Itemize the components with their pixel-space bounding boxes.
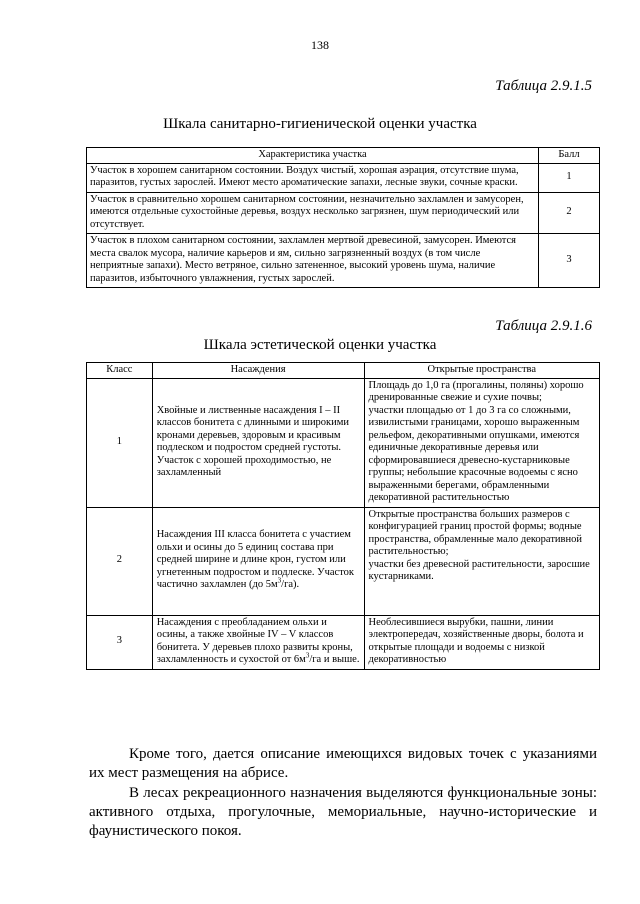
plantings-cell: Хвойные и лиственные насаждения I – II классов бонитета с длинными и широкими кронами деревьев, здоровым и красивым подлеском и подростом средней густоты. Участок с хорошей проходимостью, не захламленный: [152, 378, 364, 507]
table-caption-sanitary: Таблица 2.9.1.5: [495, 78, 592, 94]
column-header: Класс: [87, 363, 153, 379]
superscript: 3: [277, 576, 282, 585]
table-row: [87, 507, 600, 615]
plot-characteristic: Участок в хорошем санитарном состоянии. Воздух чистый, хорошая аэрация, отсутствие шума, паразитов, густых зарослей. Имеют место ароматические запахи, лесные звуки, сочные краски.: [87, 163, 539, 192]
plot-characteristic: Участок в плохом санитарном состоянии, захламлен мертвой древесиной, замусорен. Имеются места свалок мусора, наличие карьеров и ям, сильно загрязненный воздух (в том числе неприятные запахи). Место ветряное, сильно затененное, высокий уровень шума, наличие паразитов, избыточного увлажнения, густых зарослей.: [87, 234, 539, 288]
open-spaces-cell: [364, 615, 599, 669]
open-spaces-line: участки без древесной растительности, заросшие кустарниками.: [368, 558, 590, 582]
plot-characteristic: Участок в сравнительно хорошем санитарном состоянии, незначительно захламлен и замусорен, имеются отдельные сухостойные деревья, воздух несколько загрязнен, шум периодический или отсутствует.: [87, 192, 539, 234]
superscript: 3: [305, 651, 310, 660]
table-caption-aesthetic: Таблица 2.9.1.6: [495, 318, 592, 334]
plantings-cell: [152, 507, 364, 615]
open-spaces-line: Площадь до 1,0 га (прогалины, поляны) хорошо дренированные свежие и сухие почвы;: [368, 379, 584, 403]
class-cell: 2: [87, 507, 153, 615]
score-cell: 3: [539, 234, 600, 288]
score-cell: 1: [539, 163, 600, 192]
column-header: Балл: [539, 148, 600, 164]
plantings-text: /га).: [281, 579, 300, 591]
open-spaces-line: Необлесившиеся вырубки, пашни, линии электропередач, хозяйственные дворы, болота и открытые площади и водоемы с низкой декоративностью: [368, 616, 584, 665]
open-spaces-line: участки площадью от 1 до 3 га со сложными, извилистыми границами, хорошо выраженным рельефом, декоративными опушками, имеются единичные декоративные деревья или сформировавшиеся древесно-кустарниковые группы; небольшие красочные водоемы с ясно выраженными берегами, обрамленными декоративной растительностью: [368, 404, 580, 503]
table-row: [87, 378, 600, 507]
table-title-sanitary: Шкала санитарно-гигиенической оценки участка: [163, 116, 477, 132]
open-spaces-cell: [364, 507, 599, 615]
plantings-text: /га и выше.: [309, 654, 360, 665]
page-number: 138: [311, 38, 329, 52]
table-title-aesthetic: Шкала эстетической оценки участка: [203, 337, 437, 353]
body-paragraph: Кроме того, дается описание имеющихся видовых точек с указаниями их мест размещения на абрисе.: [89, 746, 597, 781]
sanitary-assessment-table: [86, 147, 600, 288]
table-row: [87, 192, 600, 234]
score-cell: 2: [539, 192, 600, 234]
plantings-text: Насаждения III класса бонитета с участием ольхи и осины до 5 единиц состава при средней ширине и длине крон, густом или угнетенным подростом и подлеске. Участок частично захламлен (до 5м: [156, 529, 355, 591]
table-row: [87, 234, 600, 288]
column-header: Насаждения: [152, 363, 364, 379]
table-header-row: [87, 363, 600, 379]
plantings-text: Насаждения с преобладанием ольхи и осины, а также хвойные IV – V классов бонитета. У деревьев плохо развиты кроны, захламленность и сухостой от 6м: [156, 616, 353, 665]
table-row: [87, 163, 600, 192]
column-header: Открытые пространства: [364, 363, 599, 379]
class-cell: 1: [87, 378, 153, 507]
open-spaces-cell: [364, 378, 599, 507]
body-paragraph: В лесах рекреационного назначения выделяются функциональные зоны: активного отдыха, прогулочные, мемориальные, научно-исторические и фаунистического покоя.: [89, 785, 597, 839]
column-header: Характеристика участка: [87, 148, 539, 164]
table-header-row: [87, 148, 600, 164]
class-cell: 3: [87, 615, 153, 669]
aesthetic-assessment-table: [86, 362, 600, 670]
open-spaces-line: Открытые пространства больших размеров с конфигурацией границ простой формы; водные пространства, обрамленные мало декоративной растительностью;: [368, 508, 582, 557]
plantings-cell: [152, 615, 364, 669]
table-row: [87, 615, 600, 669]
